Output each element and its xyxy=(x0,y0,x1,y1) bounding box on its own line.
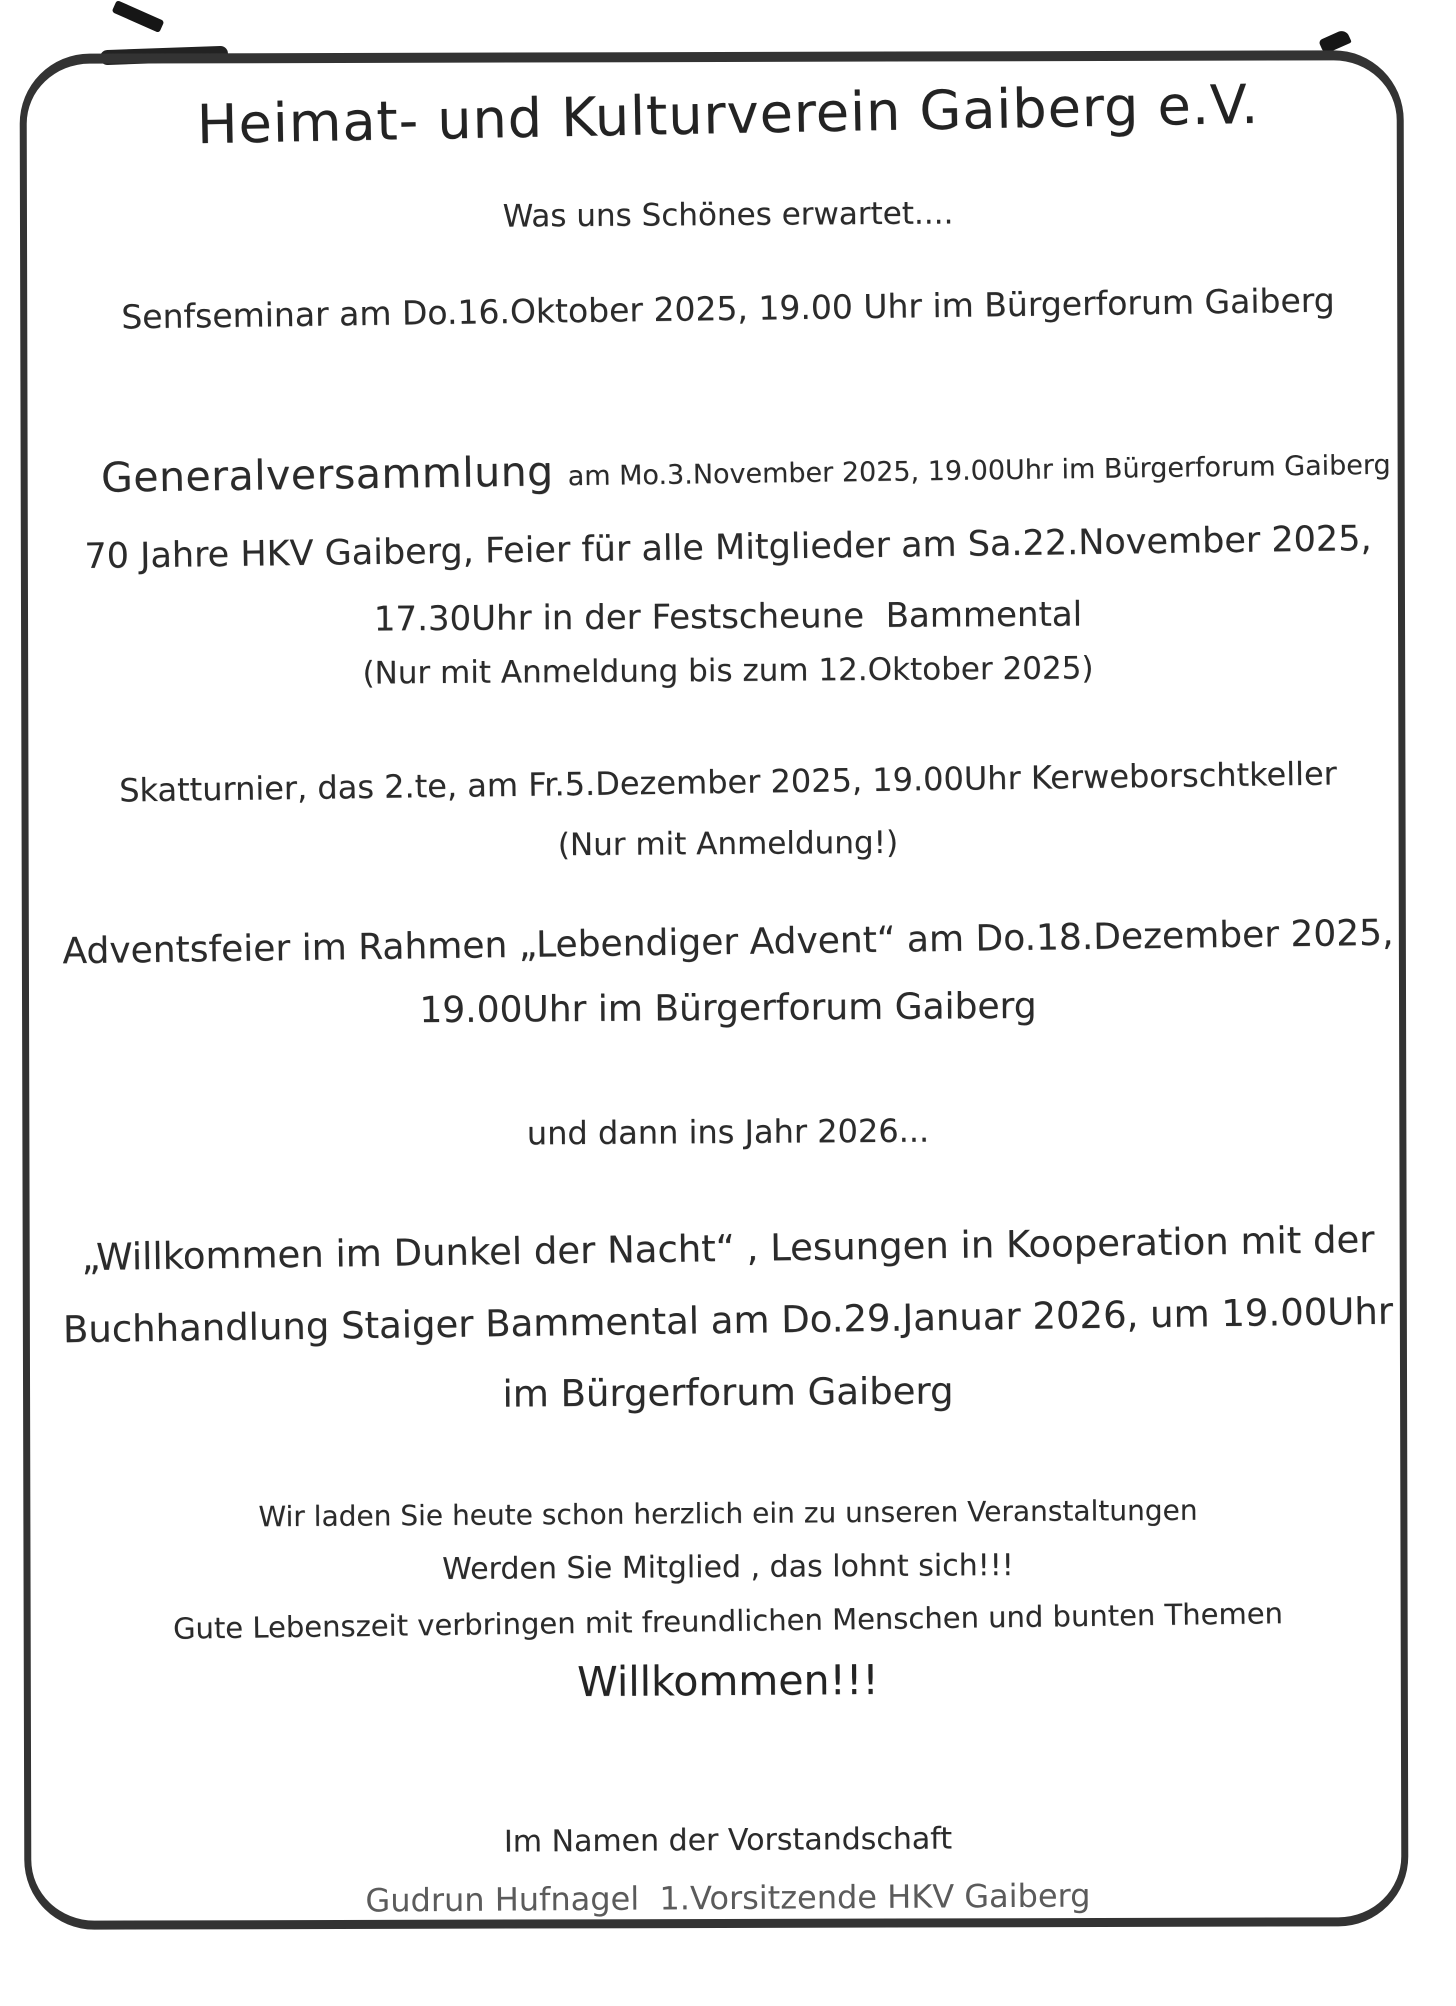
event-adventsfeier-line-1: Adventsfeier im Rahmen „Lebendiger Advent“ am Do.18.Dezember 2025, xyxy=(62,912,1394,973)
interlude-2026: und dann ins Jahr 2026... xyxy=(526,1111,930,1153)
signature-line: Gudrun Hufnagel 1.Vorsitzende HKV Gaiberg xyxy=(365,1876,1091,1920)
event-lesungen-line-2: Buchhandlung Staiger Bammental am Do.29.Januar 2026, um 19.00Uhr xyxy=(62,1289,1394,1352)
event-70jahre-line-3: (Nur mit Anmeldung bis zum 12.Oktober 2025) xyxy=(362,650,1094,692)
event-senfseminar-line: Senfseminar am Do.16.Oktober 2025, 19.00 Uhr im Bürgerforum Gaiberg xyxy=(121,280,1335,337)
flyer-title: Heimat- und Kulturverein Gaiberg e.V. xyxy=(196,72,1260,157)
invitation-welcome: Willkommen!!! xyxy=(577,1655,879,1707)
event-lesungen-line-3: im Bürgerforum Gaiberg xyxy=(502,1369,954,1416)
event-generalversammlung-details: am Mo.3.November 2025, 19.00Uhr im Bürgerforum Gaiberg xyxy=(567,449,1391,493)
event-lesungen-line-1: „Willkommen im Dunkel der Nacht“ , Lesungen in Kooperation mit der xyxy=(81,1217,1375,1280)
event-70jahre-line-1: 70 Jahre HKV Gaiberg, Feier für alle Mitglieder am Sa.22.November 2025, xyxy=(84,519,1372,577)
flyer-subtitle: Was uns Schönes erwartet.... xyxy=(502,195,954,235)
event-skatturnier-line-2: (Nur mit Anmeldung!) xyxy=(557,824,899,864)
event-70jahre-line-2: 17.30Uhr in der Festscheune Bammental xyxy=(373,594,1083,640)
invitation-line-2: Werden Sie Mitglied , das lohnt sich!!! xyxy=(442,1548,1014,1587)
event-generalversammlung-name: Generalversammlung xyxy=(100,447,554,502)
event-adventsfeier-line-2: 19.00Uhr im Bürgerforum Gaiberg xyxy=(419,985,1037,1032)
invitation-line-1: Wir laden Sie heute schon herzlich ein zu unseren Veranstaltungen xyxy=(258,1493,1198,1534)
closing-line: Im Namen der Vorstandschaft xyxy=(503,1821,953,1860)
event-generalversammlung-line xyxy=(0,404,1456,536)
scan-artifact-top-left xyxy=(112,0,165,33)
event-skatturnier-line-1: Skatturnier, das 2.te, am Fr.5.Dezember 2025, 19.00Uhr Kerweborschtkeller xyxy=(118,754,1338,810)
invitation-line-3: Gute Lebenszeit verbringen mit freundlichen Menschen und bunten Themen xyxy=(172,1596,1284,1646)
